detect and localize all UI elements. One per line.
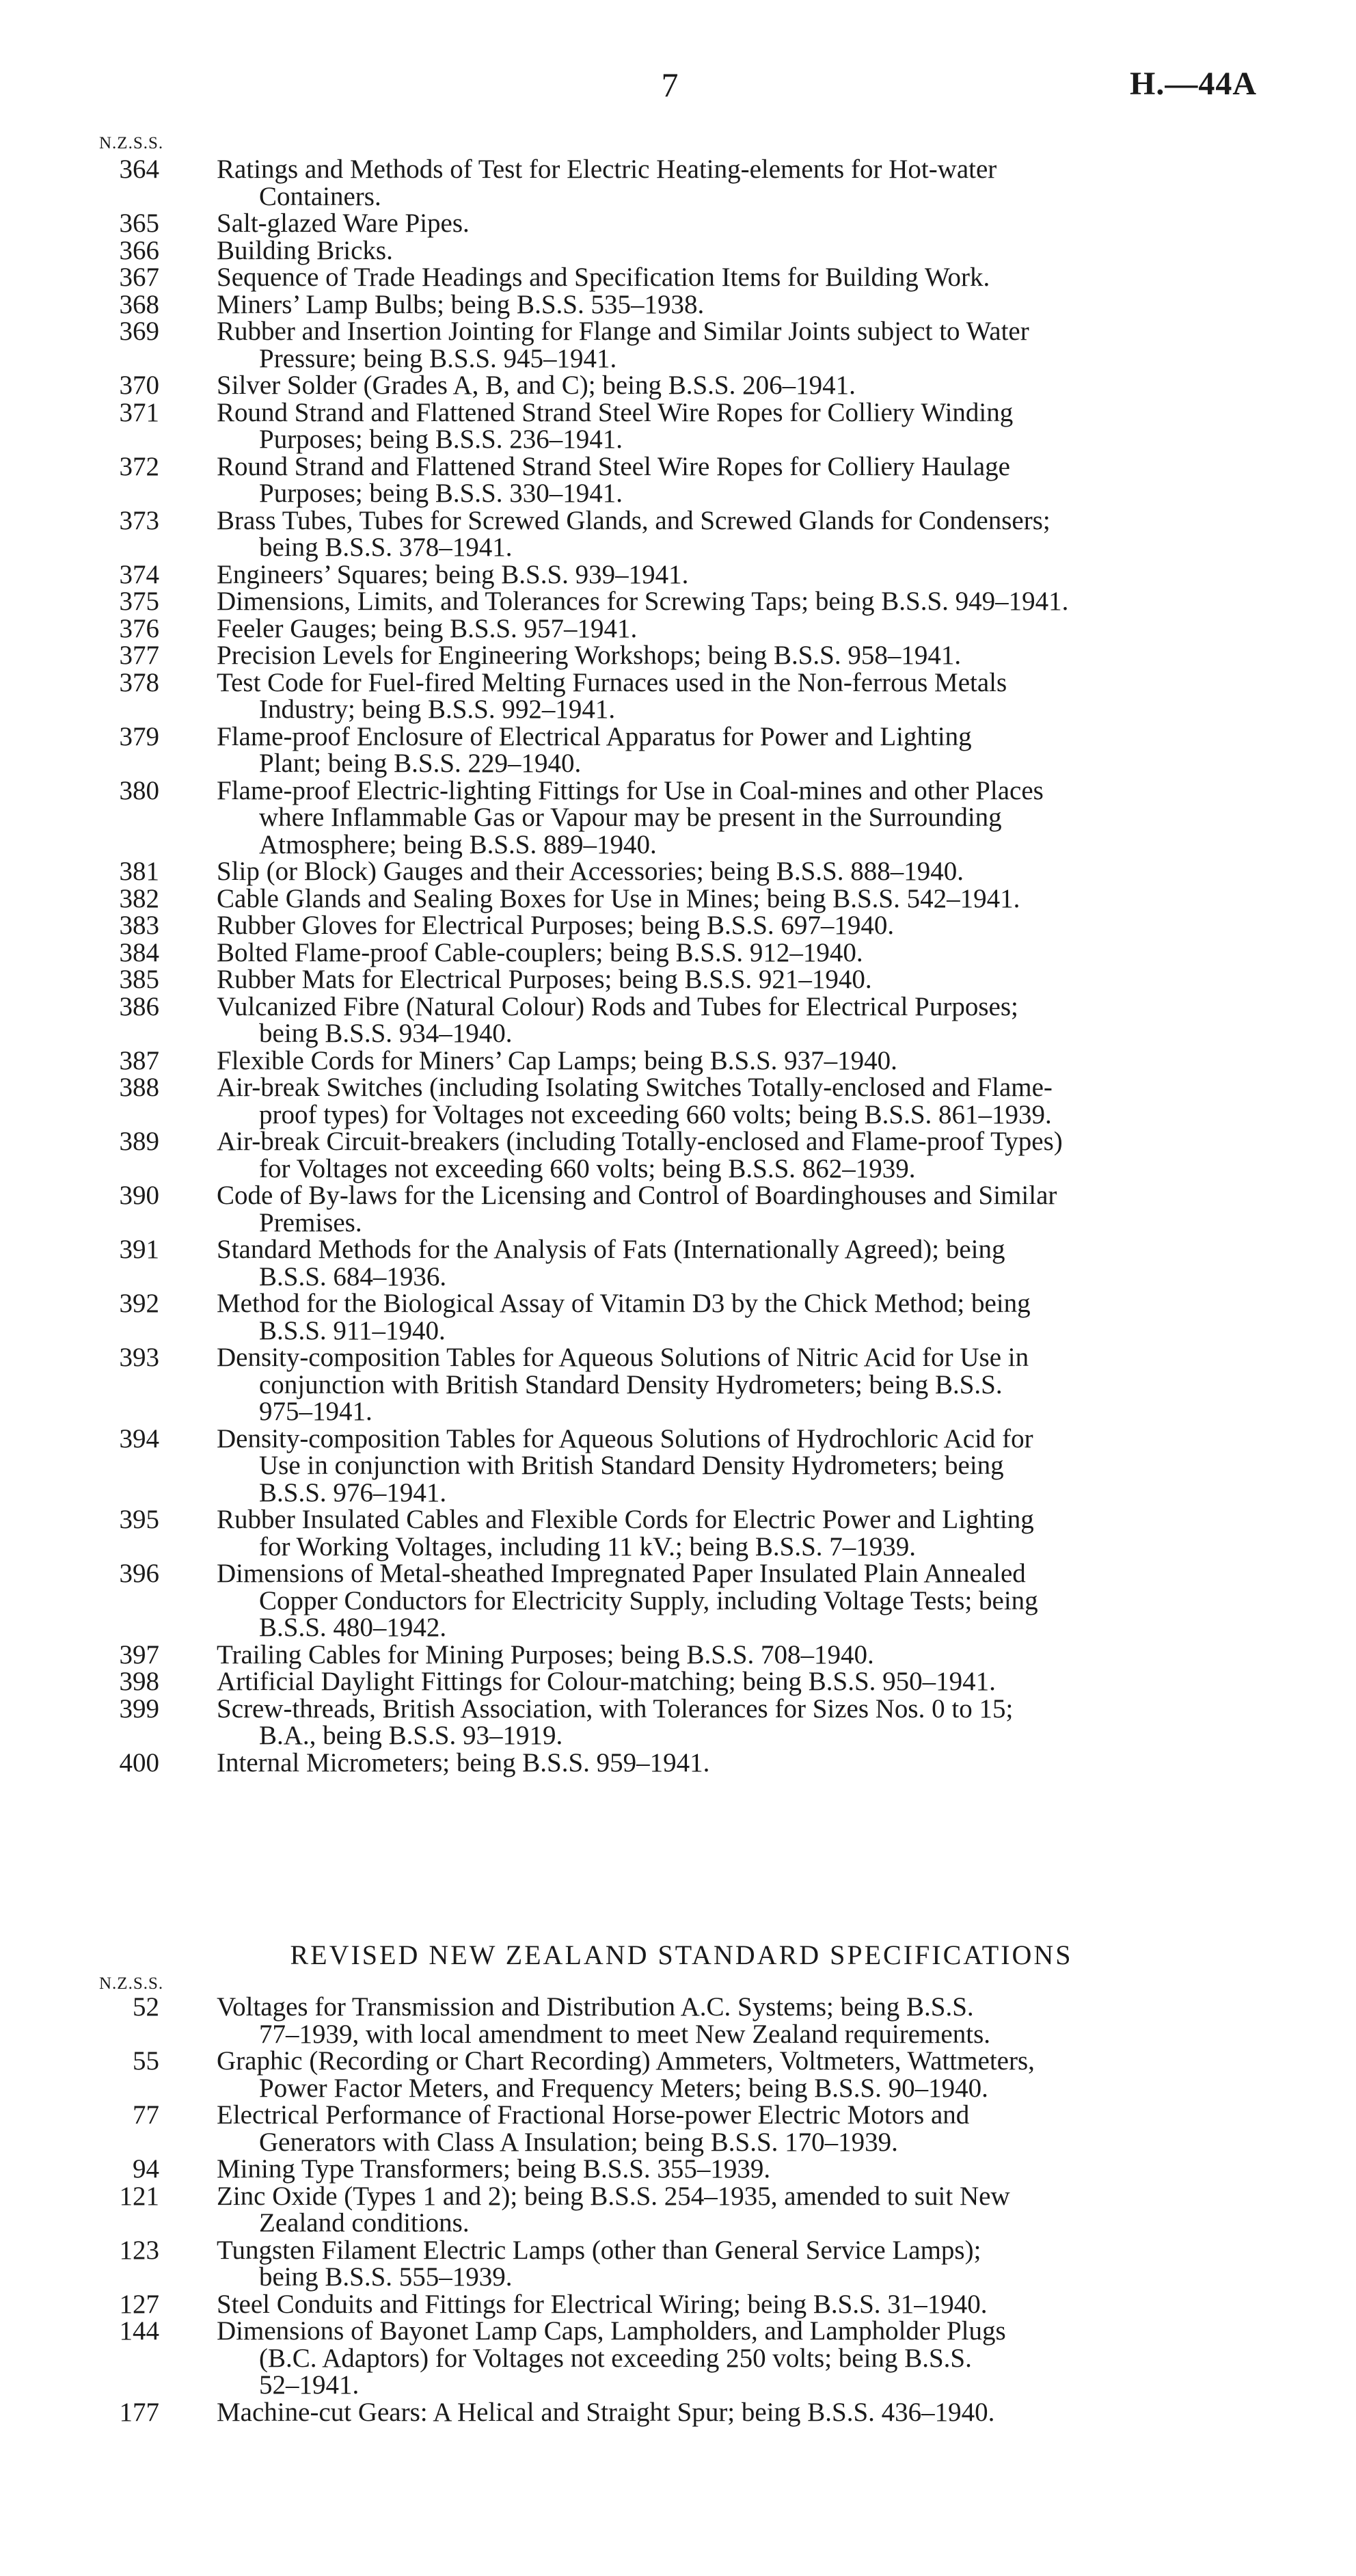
specification-title bbox=[217, 372, 1258, 399]
specification-title-line: Test Code for Fuel-fired Melting Furnaces used in the Non-ferrous Metals bbox=[217, 667, 1007, 697]
specification-title-line: Rubber Gloves for Electrical Purposes; being B.S.S. 697–1940. bbox=[217, 911, 895, 940]
specification-number: 392 bbox=[119, 1289, 159, 1318]
specification-entry bbox=[0, 2102, 1356, 2156]
document-code: H.—44A bbox=[1130, 66, 1257, 102]
specification-entry bbox=[0, 1290, 1356, 1344]
specification-title-line: Salt-glazed Ware Pipes. bbox=[217, 209, 470, 238]
specification-title-line: Zealand conditions. bbox=[259, 2208, 470, 2238]
specification-entry bbox=[0, 2318, 1356, 2399]
specification-title bbox=[217, 291, 1258, 319]
specification-title bbox=[217, 939, 1258, 967]
specification-title bbox=[217, 615, 1258, 643]
specification-entry bbox=[0, 1047, 1356, 1075]
specification-title-line: Air-break Switches (including Isolating Switches Totally-enclosed and Flame- bbox=[217, 1073, 1053, 1102]
specification-title-line: Sequence of Trade Headings and Specification Items for Building Work. bbox=[217, 263, 990, 292]
specification-title-line: conjunction with British Standard Density Hydrometers; being B.S.S. bbox=[259, 1369, 1003, 1399]
specification-number: 121 bbox=[119, 2181, 159, 2211]
specification-title-line: B.S.S. 976–1941. bbox=[259, 1477, 447, 1507]
specification-number: 394 bbox=[119, 1423, 159, 1453]
specification-entry bbox=[0, 1506, 1356, 1560]
specification-title-line: Air-break Circuit-breakers (including Totally-enclosed and Flame-proof Types) bbox=[217, 1127, 1063, 1156]
specification-title bbox=[217, 2102, 1258, 2156]
specification-number: 385 bbox=[119, 965, 159, 994]
specification-title bbox=[217, 1749, 1258, 1777]
specification-number: 55 bbox=[133, 2046, 159, 2076]
specification-number: 52 bbox=[133, 1992, 159, 2022]
specification-title bbox=[217, 2048, 1258, 2102]
specification-title bbox=[217, 912, 1258, 939]
specification-number: 388 bbox=[119, 1073, 159, 1102]
specification-entry bbox=[0, 453, 1356, 507]
specification-title-line: Containers. bbox=[259, 181, 381, 211]
specification-number: 372 bbox=[119, 451, 159, 481]
specification-title-line: proof types) for Voltages not exceeding 660 volts; being B.S.S. 861–1939. bbox=[259, 1099, 1052, 1129]
specification-entry bbox=[0, 2183, 1356, 2237]
specification-list bbox=[0, 156, 1356, 1776]
specification-entry bbox=[0, 210, 1356, 237]
specification-title bbox=[217, 642, 1258, 669]
specification-title-line: Internal Micrometers; being B.S.S. 959–1941. bbox=[217, 1747, 710, 1777]
specification-title-line: Dimensions of Metal-sheathed Impregnated Paper Insulated Plain Annealed bbox=[217, 1559, 1026, 1588]
specification-entry bbox=[0, 1236, 1356, 1290]
specification-number: 379 bbox=[119, 721, 159, 751]
specification-entry bbox=[0, 1128, 1356, 1182]
specification-entry bbox=[0, 1668, 1356, 1695]
specification-title bbox=[217, 669, 1258, 723]
specification-title bbox=[217, 1425, 1258, 1507]
specification-title-line: Brass Tubes, Tubes for Screwed Glands, and Screwed Glands for Condensers; bbox=[217, 505, 1050, 535]
specification-title-line: where Inflammable Gas or Vapour may be present in the Surrounding bbox=[259, 803, 1002, 832]
specification-title-line: Industry; being B.S.S. 992–1941. bbox=[259, 695, 616, 724]
specification-title-line: Dimensions of Bayonet Lamp Caps, Lampholders, and Lampholder Plugs bbox=[217, 2316, 1006, 2346]
specification-title bbox=[217, 885, 1258, 913]
specification-title bbox=[217, 237, 1258, 265]
specification-number: 395 bbox=[119, 1505, 159, 1534]
specification-entry bbox=[0, 2291, 1356, 2318]
specification-title bbox=[217, 507, 1258, 561]
specification-number: 390 bbox=[119, 1181, 159, 1210]
specification-title-line: B.S.S. 911–1940. bbox=[259, 1315, 446, 1345]
specification-number: 393 bbox=[119, 1343, 159, 1372]
specification-number: 127 bbox=[119, 2289, 159, 2319]
specification-title-line: Round Strand and Flattened Strand Steel Wire Ropes for Colliery Haulage bbox=[217, 451, 1010, 481]
specification-title-line: being B.S.S. 934–1940. bbox=[259, 1019, 513, 1048]
specification-entry bbox=[0, 372, 1356, 399]
specification-number: 368 bbox=[119, 289, 159, 319]
specification-title-line: being B.S.S. 378–1941. bbox=[259, 533, 513, 562]
specification-entry bbox=[0, 939, 1356, 967]
specification-number: 398 bbox=[119, 1667, 159, 1696]
specification-entry bbox=[0, 291, 1356, 319]
specification-number: 381 bbox=[119, 857, 159, 886]
specification-entry bbox=[0, 2399, 1356, 2426]
specification-number: 377 bbox=[119, 641, 159, 670]
specification-entry bbox=[0, 1425, 1356, 1507]
specification-title-line: Power Factor Meters, and Frequency Meters; being B.S.S. 90–1940. bbox=[259, 2073, 988, 2103]
specification-title-line: Flame-proof Enclosure of Electrical Apparatus for Power and Lighting bbox=[217, 721, 972, 751]
specification-title bbox=[217, 966, 1258, 993]
specification-title-line: Bolted Flame-proof Cable-couplers; being B.S.S. 912–1940. bbox=[217, 937, 863, 967]
specification-entry bbox=[0, 615, 1356, 643]
specification-entry bbox=[0, 1344, 1356, 1425]
specification-title bbox=[217, 156, 1258, 210]
specification-title bbox=[217, 858, 1258, 885]
specification-title-line: Purposes; being B.S.S. 330–1941. bbox=[259, 479, 623, 508]
revised-specification-list bbox=[0, 1994, 1356, 2426]
specification-title-line: for Working Voltages, including 11 kV.; being B.S.S. 7–1939. bbox=[259, 1531, 917, 1561]
specification-entry bbox=[0, 912, 1356, 939]
specification-number: 366 bbox=[119, 235, 159, 265]
specification-title-line: Round Strand and Flattened Strand Steel Wire Ropes for Colliery Winding bbox=[217, 397, 1014, 427]
specification-title-line: Silver Solder (Grades A, B, and C); being B.S.S. 206–1941. bbox=[217, 371, 856, 400]
specification-title-line: Code of By-laws for the Licensing and Control of Boardinghouses and Similar bbox=[217, 1181, 1057, 1210]
specification-entry bbox=[0, 588, 1356, 615]
specification-number: 383 bbox=[119, 911, 159, 940]
specification-title-line: Trailing Cables for Mining Purposes; being B.S.S. 708–1940. bbox=[217, 1639, 874, 1669]
specification-title-line: Building Bricks. bbox=[217, 235, 393, 265]
specification-number: 94 bbox=[133, 2154, 159, 2184]
specification-title-line: Ratings and Methods of Test for Electric Heating-elements for Hot-water bbox=[217, 155, 997, 184]
section-heading: REVISED NEW ZEALAND STANDARD SPECIFICATIONS bbox=[290, 1940, 1073, 1970]
specification-title bbox=[217, 1506, 1258, 1560]
specification-entry bbox=[0, 237, 1356, 265]
specification-title bbox=[217, 1074, 1258, 1128]
specification-title bbox=[217, 2318, 1258, 2399]
specification-title-line: Method for the Biological Assay of Vitamin D3 by the Chick Method; being bbox=[217, 1289, 1031, 1318]
specification-entry bbox=[0, 1749, 1356, 1777]
specification-title-line: Zinc Oxide (Types 1 and 2); being B.S.S. 254–1935, amended to suit New bbox=[217, 2181, 1010, 2211]
nzss-prefix-label-revised: N.Z.S.S. bbox=[99, 1974, 164, 1993]
specification-title-line: 52–1941. bbox=[259, 2370, 360, 2400]
specification-title-line: Rubber Insulated Cables and Flexible Cords for Electric Power and Lighting bbox=[217, 1505, 1034, 1534]
specification-number: 375 bbox=[119, 587, 159, 616]
specification-title-line: Rubber and Insertion Jointing for Flange and Similar Joints subject to Water bbox=[217, 317, 1029, 346]
specification-title-line: B.S.S. 480–1942. bbox=[259, 1613, 447, 1642]
specification-number: 380 bbox=[119, 775, 159, 805]
specification-title-line: Atmosphere; being B.S.S. 889–1940. bbox=[259, 829, 657, 859]
specification-entry bbox=[0, 318, 1356, 372]
specification-title-line: for Voltages not exceeding 660 volts; being B.S.S. 862–1939. bbox=[259, 1153, 916, 1183]
specification-entry bbox=[0, 1560, 1356, 1641]
specification-number: 376 bbox=[119, 613, 159, 643]
specification-title-line: Standard Methods for the Analysis of Fats (Internationally Agreed); being bbox=[217, 1235, 1005, 1264]
specification-number: 144 bbox=[119, 2316, 159, 2346]
specification-title-line: Vulcanized Fibre (Natural Colour) Rods and Tubes for Electrical Purposes; bbox=[217, 991, 1018, 1021]
specification-number: 400 bbox=[119, 1747, 159, 1777]
specification-title-line: Density-composition Tables for Aqueous Solutions of Nitric Acid for Use in bbox=[217, 1343, 1029, 1372]
specification-title bbox=[217, 1560, 1258, 1641]
specification-title bbox=[217, 399, 1258, 453]
specification-title bbox=[217, 1128, 1258, 1182]
specification-entry bbox=[0, 264, 1356, 291]
specification-title bbox=[217, 1290, 1258, 1344]
specification-entry bbox=[0, 669, 1356, 723]
specification-number: 373 bbox=[119, 505, 159, 535]
specification-number: 365 bbox=[119, 209, 159, 238]
nzss-prefix-label: N.Z.S.S. bbox=[99, 134, 164, 152]
specification-title-line: Miners’ Lamp Bulbs; being B.S.S. 535–1938. bbox=[217, 289, 705, 319]
specification-title-line: Generators with Class A Insulation; being B.S.S. 170–1939. bbox=[259, 2127, 898, 2157]
specification-entry bbox=[0, 2237, 1356, 2291]
specification-title-line: Feeler Gauges; being B.S.S. 957–1941. bbox=[217, 613, 638, 643]
specification-title-line: Precision Levels for Engineering Workshops; being B.S.S. 958–1941. bbox=[217, 641, 962, 670]
specification-entry bbox=[0, 993, 1356, 1047]
specification-title bbox=[217, 1344, 1258, 1425]
specification-entry bbox=[0, 399, 1356, 453]
specification-entry bbox=[0, 642, 1356, 669]
specification-title bbox=[217, 210, 1258, 237]
specification-title bbox=[217, 1047, 1258, 1075]
specification-title-line: (B.C. Adaptors) for Voltages not exceeding 250 volts; being B.S.S. bbox=[259, 2343, 972, 2373]
specification-title-line: Premises. bbox=[259, 1207, 362, 1237]
specification-title bbox=[217, 561, 1258, 589]
specification-title-line: Plant; being B.S.S. 229–1940. bbox=[259, 749, 582, 778]
page-number: 7 bbox=[661, 66, 679, 104]
specification-entry bbox=[0, 885, 1356, 913]
specification-title-line: Density-composition Tables for Aqueous Solutions of Hydrochloric Acid for bbox=[217, 1423, 1033, 1453]
specification-title bbox=[217, 1994, 1258, 2048]
specification-number: 371 bbox=[119, 397, 159, 427]
specification-number: 367 bbox=[119, 263, 159, 292]
specification-title-line: Slip (or Block) Gauges and their Accessories; being B.S.S. 888–1940. bbox=[217, 857, 964, 886]
specification-title-line: Mining Type Transformers; being B.S.S. 355–1939. bbox=[217, 2154, 771, 2184]
specification-title-line: Graphic (Recording or Chart Recording) Ammeters, Voltmeters, Wattmeters, bbox=[217, 2046, 1035, 2076]
specification-title-line: Tungsten Filament Electric Lamps (other than General Service Lamps); bbox=[217, 2235, 981, 2265]
specification-title-line: Flexible Cords for Miners’ Cap Lamps; being B.S.S. 937–1940. bbox=[217, 1045, 897, 1075]
specification-entry bbox=[0, 777, 1356, 859]
specification-title-line: Steel Conduits and Fittings for Electrical Wiring; being B.S.S. 31–1940. bbox=[217, 2289, 988, 2319]
specification-entry bbox=[0, 156, 1356, 210]
specification-title bbox=[217, 2237, 1258, 2291]
specification-number: 399 bbox=[119, 1693, 159, 1723]
specification-entry bbox=[0, 2156, 1356, 2183]
specification-entry bbox=[0, 1695, 1356, 1749]
specification-title-line: Artificial Daylight Fittings for Colour-matching; being B.S.S. 950–1941. bbox=[217, 1667, 996, 1696]
specification-title bbox=[217, 2399, 1258, 2426]
specification-entry bbox=[0, 561, 1356, 589]
specification-title-line: Voltages for Transmission and Distribution A.C. Systems; being B.S.S. bbox=[217, 1992, 974, 2022]
specification-title bbox=[217, 588, 1258, 615]
specification-number: 370 bbox=[119, 371, 159, 400]
specification-title bbox=[217, 1695, 1258, 1749]
specification-entry bbox=[0, 858, 1356, 885]
specification-number: 374 bbox=[119, 559, 159, 589]
specification-title-line: 77–1939, with local amendment to meet New Zealand requirements. bbox=[259, 2019, 991, 2049]
specification-number: 386 bbox=[119, 991, 159, 1021]
specification-title bbox=[217, 1236, 1258, 1290]
specification-title-line: B.A., being B.S.S. 93–1919. bbox=[259, 1721, 563, 1750]
specification-number: 77 bbox=[133, 2100, 159, 2130]
specification-entry bbox=[0, 1074, 1356, 1128]
specification-title-line: 975–1941. bbox=[259, 1397, 372, 1426]
specification-title-line: Pressure; being B.S.S. 945–1941. bbox=[259, 343, 617, 373]
specification-number: 391 bbox=[119, 1235, 159, 1264]
specification-title-line: Cable Glands and Sealing Boxes for Use in Mines; being B.S.S. 542–1941. bbox=[217, 883, 1020, 913]
specification-entry bbox=[0, 1641, 1356, 1669]
specification-title bbox=[217, 993, 1258, 1047]
specification-title bbox=[217, 1668, 1258, 1695]
specification-number: 378 bbox=[119, 667, 159, 697]
specification-title-line: Engineers’ Squares; being B.S.S. 939–1941. bbox=[217, 559, 689, 589]
specification-number: 396 bbox=[119, 1559, 159, 1588]
specification-number: 397 bbox=[119, 1639, 159, 1669]
specification-title-line: Use in conjunction with British Standard Density Hydrometers; being bbox=[259, 1451, 1004, 1480]
specification-number: 389 bbox=[119, 1127, 159, 1156]
specification-title-line: being B.S.S. 555–1939. bbox=[259, 2262, 513, 2292]
specification-title bbox=[217, 2156, 1258, 2183]
specification-title bbox=[217, 1182, 1258, 1236]
specification-title-line: Electrical Performance of Fractional Horse-power Electric Motors and bbox=[217, 2100, 970, 2130]
specification-entry bbox=[0, 723, 1356, 777]
specification-number: 384 bbox=[119, 937, 159, 967]
specification-title-line: Rubber Mats for Electrical Purposes; being B.S.S. 921–1940. bbox=[217, 965, 872, 994]
specification-entry bbox=[0, 966, 1356, 993]
specification-number: 364 bbox=[119, 155, 159, 184]
specification-title-line: Dimensions, Limits, and Tolerances for Screwing Taps; being B.S.S. 949–1941. bbox=[217, 587, 1069, 616]
specification-entry bbox=[0, 507, 1356, 561]
specification-title-line: Copper Conductors for Electricity Supply, including Voltage Tests; being bbox=[259, 1585, 1038, 1615]
specification-title bbox=[217, 723, 1258, 777]
specification-title bbox=[217, 777, 1258, 859]
specification-number: 387 bbox=[119, 1045, 159, 1075]
specification-number: 382 bbox=[119, 883, 159, 913]
specification-title bbox=[217, 1641, 1258, 1669]
specification-title bbox=[217, 264, 1258, 291]
specification-number: 177 bbox=[119, 2397, 159, 2427]
specification-title-line: Screw-threads, British Association, with Tolerances for Sizes Nos. 0 to 15; bbox=[217, 1693, 1014, 1723]
specification-entry bbox=[0, 1182, 1356, 1236]
specification-title-line: B.S.S. 684–1936. bbox=[259, 1261, 447, 1291]
specification-title bbox=[217, 2183, 1258, 2237]
specification-title-line: Flame-proof Electric-lighting Fittings for Use in Coal-mines and other Places bbox=[217, 775, 1044, 805]
specification-number: 369 bbox=[119, 317, 159, 346]
specification-title-line: Machine-cut Gears: A Helical and Straight Spur; being B.S.S. 436–1940. bbox=[217, 2397, 995, 2427]
specification-entry bbox=[0, 1994, 1356, 2048]
specification-title bbox=[217, 453, 1258, 507]
specification-title-line: Purposes; being B.S.S. 236–1941. bbox=[259, 425, 623, 454]
specification-number: 123 bbox=[119, 2235, 159, 2265]
specification-entry bbox=[0, 2048, 1356, 2102]
specification-title bbox=[217, 2291, 1258, 2318]
specification-title bbox=[217, 318, 1258, 372]
